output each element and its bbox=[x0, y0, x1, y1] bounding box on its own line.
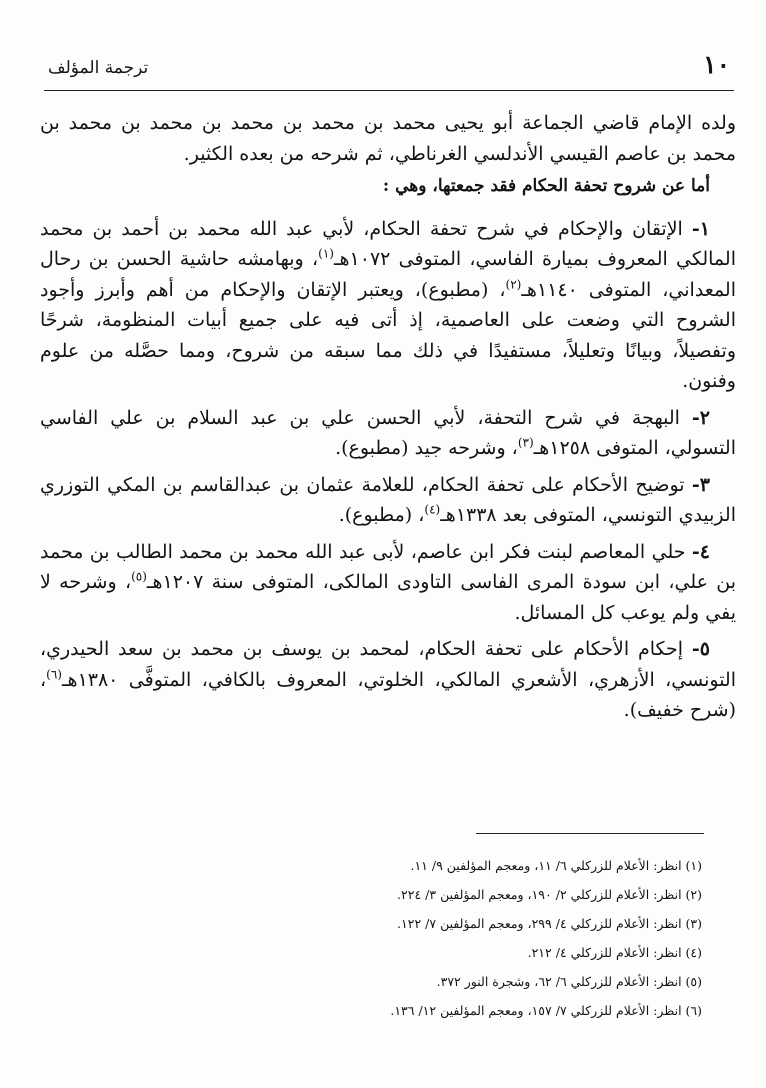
item-text: الإتقان والإحكام في شرح تحفة الحكام، لأبي عبد الله محمد بن أحمد بن محمد المالكي المعروف بميارة الفاسي، المتوفى ١٠٧٢هـ bbox=[40, 217, 736, 270]
item-text: ، (شرح خفيف). bbox=[40, 668, 736, 721]
footnote-marker: (١) bbox=[318, 246, 334, 261]
footnote: (٦) انظر: الأعلام للزركلي ٧/ ١٥٧، ومعجم المؤلفين ١٢/ ١٣٦. bbox=[390, 1003, 702, 1018]
item-number: ١- bbox=[691, 217, 710, 240]
item-number: ٤- bbox=[691, 540, 710, 563]
footnote-marker: (٢) bbox=[505, 277, 522, 292]
intro-paragraph: ولده الإمام قاضي الجماعة أبو يحيى محمد بن محمد بن محمد بن محمد بن محمد بن محمد بن عاصم القيسي الأندلسي الغرناطي، ثم شرحه من بعده الكثير. bbox=[40, 112, 736, 165]
item-number: ٥- bbox=[691, 638, 710, 660]
item-text: ، وشرحه لا يفي ولم يوعب كل المسائل. bbox=[40, 571, 736, 624]
footnote-marker: (٥) bbox=[131, 569, 147, 584]
list-item bbox=[40, 403, 736, 464]
page-header bbox=[44, 50, 734, 91]
item-number: ٣- bbox=[691, 473, 710, 496]
list-item bbox=[40, 634, 736, 726]
main-text bbox=[40, 108, 736, 726]
footnote: (٥) انظر: الأعلام للزركلي ٦/ ٦٢، وشجرة النور ٣٧٢. bbox=[436, 974, 702, 989]
footnote-separator bbox=[476, 833, 704, 834]
page-number: ١٠ bbox=[703, 50, 730, 79]
item-text: البهجة في شرح التحفة، لأبي الحسن علي بن عبد السلام بن علي الفاسي التسولي، المتوفى ١٢٥٨هـ bbox=[40, 406, 736, 459]
item-text: توضيح الأحكام على تحفة الحكام، للعلامة عثمان بن عبدالقاسم بن المكي التوزري الزبيدي التونسي، المتوفى بعد ١٣٣٨هـ bbox=[40, 473, 736, 526]
item-text: حلي المعاصم لبنت فكر ابن عاصم، لأبى عبد الله محمد بن محمد الطالب بن محمد بن علي، ابن سودة المرى الفاسى التاودى المالكى، المتوفى سنة ١٢٠٧هـ bbox=[40, 540, 736, 593]
footnotes bbox=[62, 851, 702, 1025]
footnote-marker: (٦) bbox=[46, 667, 62, 682]
running-title: ترجمة المؤلف bbox=[48, 58, 149, 78]
item-number: ٢- bbox=[691, 406, 710, 429]
list-item bbox=[40, 470, 736, 531]
footnote: (١) انظر: الأعلام للزركلي ٦/ ١١، ومعجم المؤلفين ٩/ ١١. bbox=[410, 858, 702, 873]
item-text: ، (مطبوع). bbox=[338, 504, 425, 526]
item-text: إحكام الأحكام على تحفة الحكام، لمحمد بن يوسف بن محمد بن سعد الحيدري، التونسي، الأزهري، الأشعري المالكي، الخلوتي، المعروف بالكافي، المتوفَّى ١٣٨٠هـ bbox=[40, 638, 736, 691]
footnote-marker: (٣) bbox=[517, 435, 534, 450]
list-item bbox=[40, 537, 736, 629]
item-text: ، وشرحه جيد (مطبوع). bbox=[335, 437, 518, 459]
section-subheading: أما عن شروح تحفة الحكام فقد جمعتها، وهي : bbox=[382, 176, 710, 196]
list-item bbox=[40, 214, 736, 397]
item-text: ، (مطبوع)، ويعتبر الإتقان والإحكام من أهم وأبرز وأجود الشروح التي وضعت على العاصمية، إذ أتى فيه على جميع أبيات المنظومة، شرحًا وتفصيلاً، وبيانًا وتعليلاً، مستفيدًا في ذلك مما سبقه من شروح، ومما حصَّله من علوم وفنون. bbox=[40, 278, 736, 392]
footnote: (٤) انظر: الأعلام للزركلي ٤/ ٢١٢. bbox=[527, 945, 702, 960]
footnote: (٢) انظر: الأعلام للزركلي ٢/ ١٩٠، ومعجم المؤلفين ٣/ ٢٢٤. bbox=[397, 887, 702, 902]
footnote-marker: (٤) bbox=[424, 502, 441, 517]
item-text: ، وبهامشه حاشية الحسن بن رحال المعداني، المتوفى ١١٤٠هـ bbox=[40, 248, 737, 301]
footnote: (٣) انظر: الأعلام للزركلي ٤/ ٢٩٩، ومعجم المؤلفين ٧/ ١٢٢. bbox=[397, 916, 702, 931]
